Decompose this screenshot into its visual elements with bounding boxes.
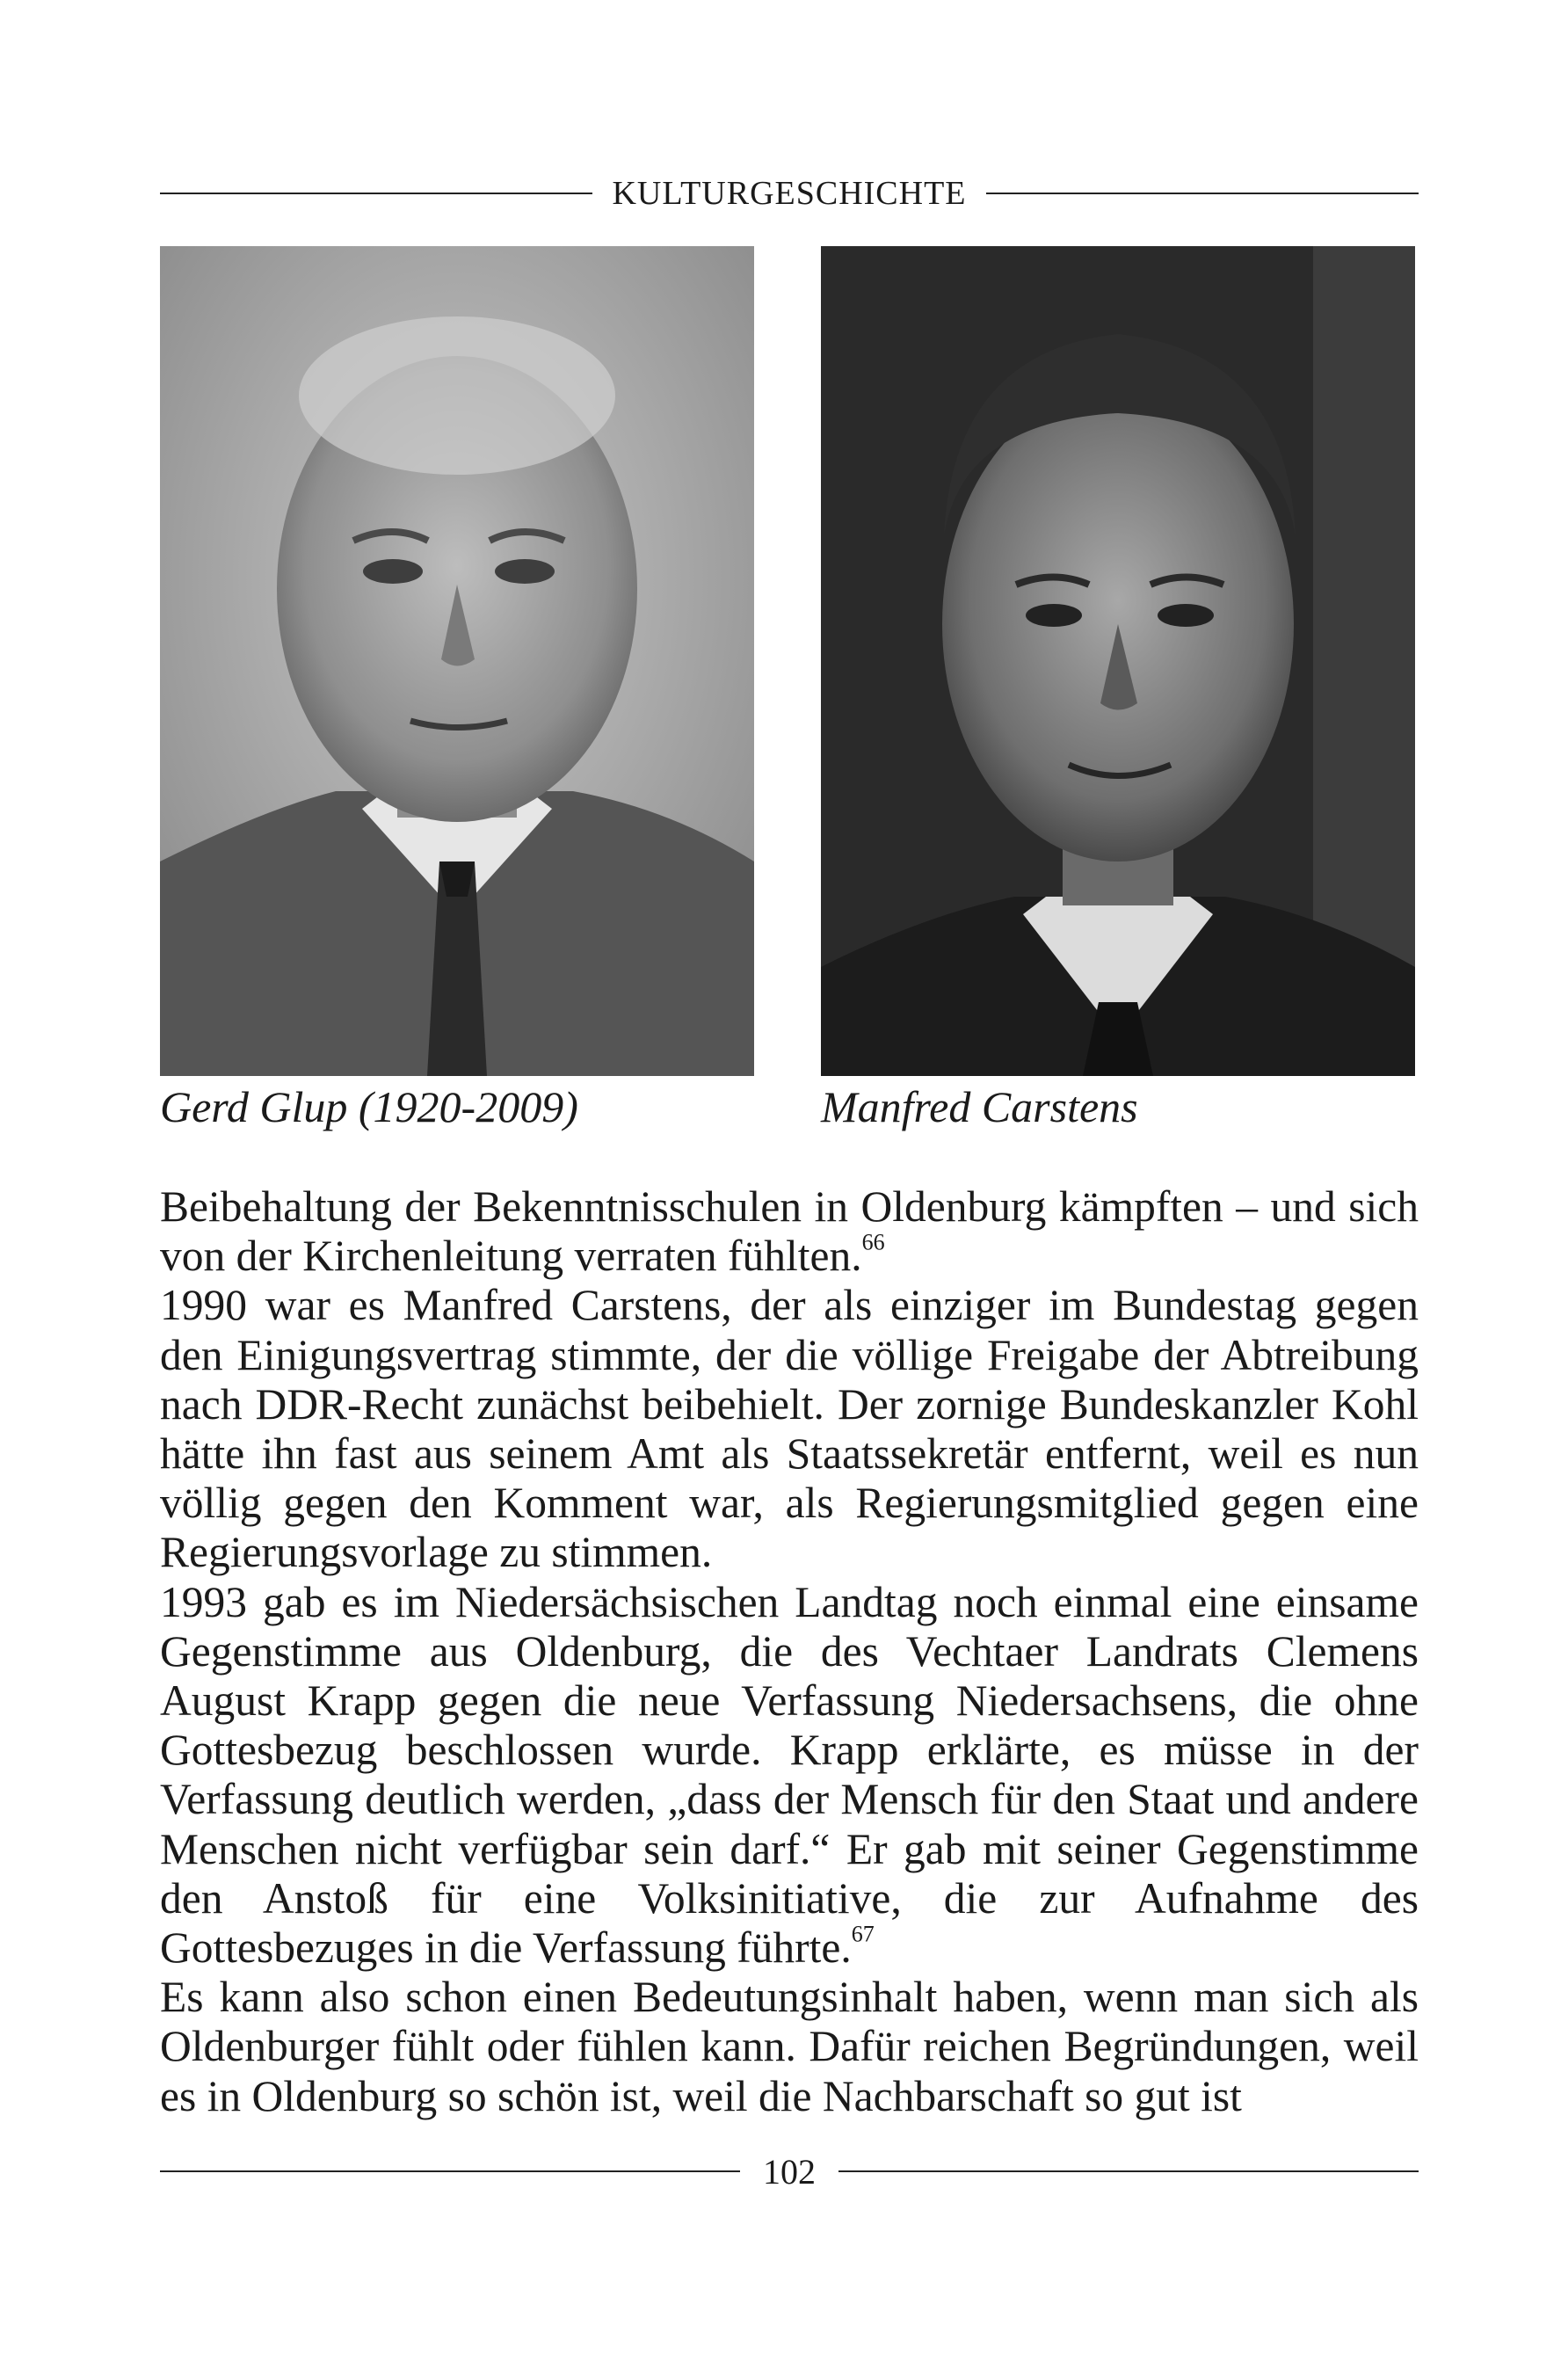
footnote-marker: 67 [851,1921,875,1947]
paragraph [160,1182,1419,1281]
paragraph [160,1578,1419,1974]
paragraph-text: Beibehaltung der Bekenntnisschulen in Oldenburg kämpften – und sich von der Kirchenleitung verraten fühlten. [160,1182,1419,1281]
paragraph [160,1973,1419,2121]
portrait-photo-icon [821,246,1415,1076]
photo-caption-left: Gerd Glup (1920-2009) [160,1082,578,1131]
page-footer [160,2145,1419,2198]
paragraph [160,1281,1419,1577]
paragraph-text: 1990 war es Manfred Carstens, der als einziger im Bundestag gegen den Einigungsvertrag stimmte, der die völlige Freigabe der Abtreibung nach DDR-Recht zunächst beibehielt. Der zornige Bundeskanzler Kohl hätte ihn fast aus seinem Amt als Staatssekretär entfernt, weil es nun völlig gegen den Komment war, als Regierungsmitglied gegen eine Regierungsvorlage zu stimmen. [160,1281,1419,1577]
paragraph-text: Es kann also schon einen Bedeutungsinhalt haben, wenn man sich als Oldenburger fühlt oder fühlen kann. Dafür reichen Begründungen, weil es in Oldenburg so schön ist, weil die Nachbarschaft so gut ist [160,1973,1419,2120]
photo-caption-right: Manfred Carstens [821,1082,1138,1131]
portrait-photo-icon [160,246,754,1076]
header-rule-right [986,193,1419,194]
footer-rule-right [838,2170,1419,2172]
header-title: KULTURGESCHICHTE [612,175,967,212]
paragraph-text: 1993 gab es im Niedersächsischen Landtag noch einmal eine einsame Gegenstimme aus Oldenburg, die des Vechtaer Landrats Clemens August Krapp gegen die neue Verfassung Niedersachsens, die ohne Gottesbezug beschlossen wurde. Krapp erklärte, es müsse in der Verfassung deutlich werden, „dass der Mensch für den Staat und andere Menschen nicht verfügbar sein darf.“ Er gab mit seiner Gegenstimme den Anstoß für eine Volksinitiative, die zur Aufnahme des Gottesbezuges in die Verfassung führte. [160,1577,1419,1973]
header-rule-left [160,193,592,194]
footnote-marker: 66 [861,1229,885,1255]
running-header [160,167,1419,220]
portrait-photo-gerd-glup [160,246,754,1076]
page-number: 102 [763,2151,816,2192]
footer-rule-left [160,2170,740,2172]
portrait-photo-manfred-carstens [821,246,1415,1076]
body-text [160,1182,1419,2121]
